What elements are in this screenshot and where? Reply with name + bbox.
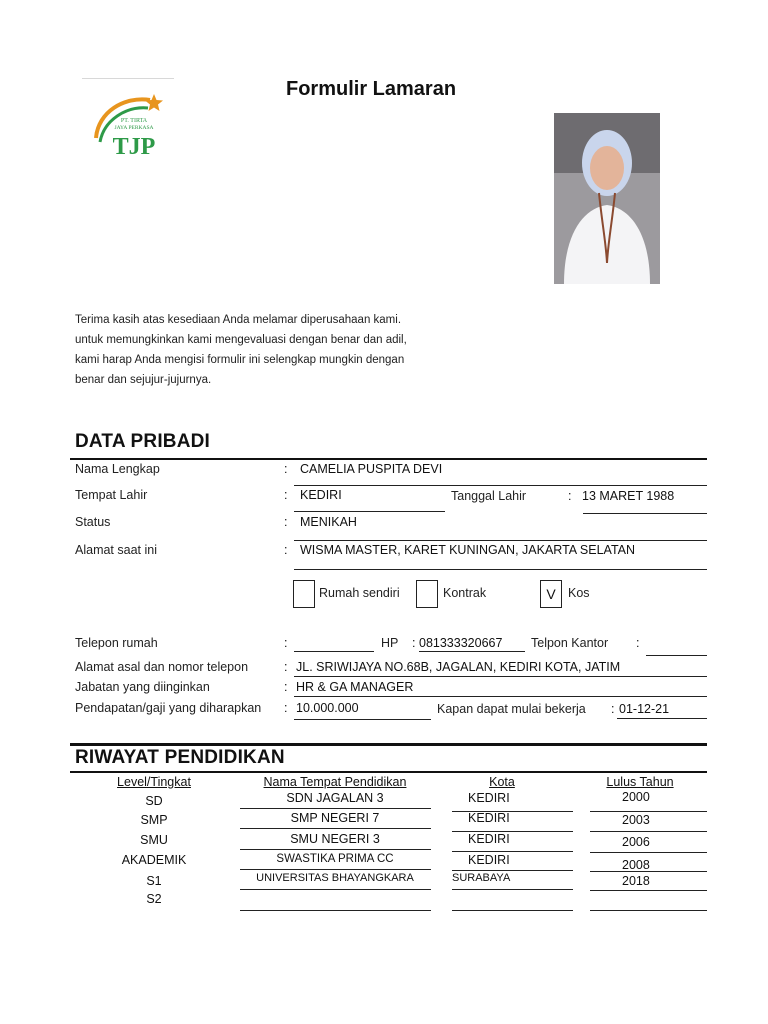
svg-text:TJP: TJP (112, 134, 156, 160)
alamat-field[interactable]: WISMA MASTER, KARET KUNINGAN, JAKARTA SELATAN (300, 543, 636, 557)
row-kota[interactable] (452, 893, 573, 908)
colon: : (284, 701, 288, 715)
colon: : (284, 488, 288, 502)
row-underline (452, 870, 573, 871)
row-nama[interactable]: SMU NEGERI 3 (290, 832, 380, 846)
tempat-lahir-field[interactable]: KEDIRI (300, 488, 342, 502)
row-underline (240, 849, 431, 850)
form-title: Formulir Lamaran (286, 78, 457, 100)
applicant-photo (554, 113, 660, 284)
row-kota[interactable]: KEDIRI (468, 832, 510, 846)
section-rule (70, 458, 707, 460)
colon: : (284, 462, 288, 476)
mulai-field[interactable]: 01-12-21 (619, 702, 670, 716)
intro-text (75, 310, 407, 390)
telepon-rumah-underline (294, 651, 374, 652)
nama-underline (294, 485, 707, 486)
row-underline (240, 808, 431, 809)
row-underline (590, 890, 707, 891)
section-rule (70, 771, 707, 773)
row-kota[interactable]: KEDIRI (468, 853, 510, 867)
status-underline (294, 540, 707, 541)
row-level: SMU (140, 833, 168, 847)
row-lulus[interactable]: 2003 (622, 813, 650, 827)
section-title-riwayat-pendidikan: RIWAYAT PENDIDIKAN (75, 747, 285, 768)
row-underline (452, 910, 573, 911)
row-underline (240, 910, 431, 911)
header-level: Level/Tingkat (117, 775, 191, 789)
row-level: S1 (146, 874, 162, 888)
hp-field[interactable]: 081333320667 (419, 636, 503, 650)
telpon-kantor-label: Telpon Kantor (531, 636, 609, 650)
kos-label: Kos (568, 586, 590, 600)
row-kota[interactable]: SURABAYA (452, 872, 511, 884)
row-nama[interactable]: SWASTIKA PRIMA CC (276, 853, 394, 865)
rumah-sendiri-checkbox[interactable] (293, 580, 315, 608)
colon: : (284, 515, 288, 529)
row-nama[interactable] (240, 893, 430, 908)
jabatan-underline (294, 696, 707, 697)
rumah-sendiri-label: Rumah sendiri (319, 586, 400, 600)
alamat-underline (294, 569, 707, 570)
status-label: Status (75, 515, 111, 529)
status-field[interactable]: MENIKAH (300, 515, 357, 529)
row-underline (590, 831, 707, 832)
section-title-data-pribadi: DATA PRIBADI (75, 431, 211, 452)
row-nama[interactable]: SDN JAGALAN 3 (286, 791, 384, 805)
intro-line: benar dan sejujur-jujurnya. (75, 374, 212, 386)
jabatan-label: Jabatan yang diinginkan (75, 680, 210, 694)
row-level: SD (145, 794, 163, 808)
intro-line: Terima kasih atas kesediaan Anda melamar diperusahaan kami. (75, 314, 402, 326)
colon: : (636, 636, 640, 650)
tempat-lahir-underline (294, 511, 445, 512)
row-underline (590, 871, 707, 872)
row-lulus[interactable] (590, 893, 707, 908)
nama-field[interactable]: CAMELIA PUSPITA DEVI (300, 462, 443, 476)
nama-label: Nama Lengkap (75, 462, 160, 476)
colon: : (284, 543, 288, 557)
telepon-rumah-field[interactable] (294, 636, 374, 651)
mulai-underline (617, 718, 707, 719)
row-underline (590, 852, 707, 853)
tempat-lahir-label: Tempat Lahir (75, 488, 148, 502)
row-underline (240, 889, 431, 890)
row-level: SMP (140, 813, 168, 827)
row-kota[interactable]: KEDIRI (468, 791, 510, 805)
intro-line: kami harap Anda mengisi formulir ini selengkap mungkin dengan (75, 354, 405, 366)
mulai-label: Kapan dapat mulai bekerja (437, 702, 586, 716)
alamat-label: Alamat saat ini (75, 543, 157, 557)
alamat-asal-underline (294, 676, 707, 677)
logo-divider (82, 78, 174, 79)
row-nama[interactable]: UNIVERSITAS BHAYANGKARA (256, 872, 414, 884)
row-kota[interactable]: KEDIRI (468, 811, 510, 825)
row-underline (240, 869, 431, 870)
colon: : (568, 489, 572, 503)
row-level: S2 (146, 892, 162, 906)
row-lulus[interactable]: 2018 (622, 874, 650, 888)
header-nama: Nama Tempat Pendidikan (263, 775, 407, 789)
svg-text:PT. TIRTA: PT. TIRTA (120, 118, 148, 124)
jabatan-field[interactable]: HR & GA MANAGER (296, 680, 414, 694)
row-underline (452, 889, 573, 890)
header-kota: Kota (489, 775, 515, 789)
kos-checkbox[interactable] (540, 580, 562, 608)
gaji-underline (294, 719, 431, 720)
colon: : (412, 636, 416, 650)
hp-label: HP (381, 636, 399, 650)
row-underline (452, 851, 573, 852)
alamat-asal-field[interactable]: JL. SRIWIJAYA NO.68B, JAGALAN, KEDIRI KOTA, JATIM (296, 660, 621, 674)
telpon-kantor-field[interactable] (646, 636, 707, 651)
row-level: AKADEMIK (121, 853, 187, 867)
svg-text:JAYA PERKASA: JAYA PERKASA (114, 125, 154, 131)
kontrak-label: Kontrak (443, 586, 487, 600)
row-lulus[interactable]: 2008 (622, 858, 650, 872)
hp-underline (419, 651, 525, 652)
company-logo (88, 90, 170, 164)
alamat-asal-label: Alamat asal dan nomor telepon (75, 660, 249, 674)
header-lulus: Lulus Tahun (606, 775, 674, 789)
row-lulus[interactable]: 2006 (622, 835, 650, 849)
section-rule-top (70, 743, 707, 746)
tanggal-lahir-underline (583, 513, 707, 514)
telpon-kantor-underline (646, 655, 707, 656)
colon: : (611, 702, 615, 716)
colon: : (284, 680, 288, 694)
gaji-field[interactable]: 10.000.000 (296, 701, 359, 715)
colon: : (284, 636, 288, 650)
row-nama[interactable]: SMP NEGERI 7 (290, 811, 380, 825)
row-underline (590, 811, 707, 812)
row-underline (590, 910, 707, 911)
kontrak-checkbox[interactable] (416, 580, 438, 608)
row-underline (240, 828, 431, 829)
telepon-rumah-label: Telepon rumah (75, 636, 158, 650)
checkbox-mark: V (546, 586, 556, 602)
gaji-label: Pendapatan/gaji yang diharapkan (75, 701, 262, 715)
colon: : (284, 660, 288, 674)
row-lulus[interactable]: 2000 (622, 790, 650, 804)
tanggal-lahir-label: Tanggal Lahir (451, 489, 527, 503)
tanggal-lahir-field[interactable]: 13 MARET 1988 (582, 489, 675, 503)
intro-line: untuk memungkinkan kami mengevaluasi dengan benar dan adil, (75, 334, 407, 346)
